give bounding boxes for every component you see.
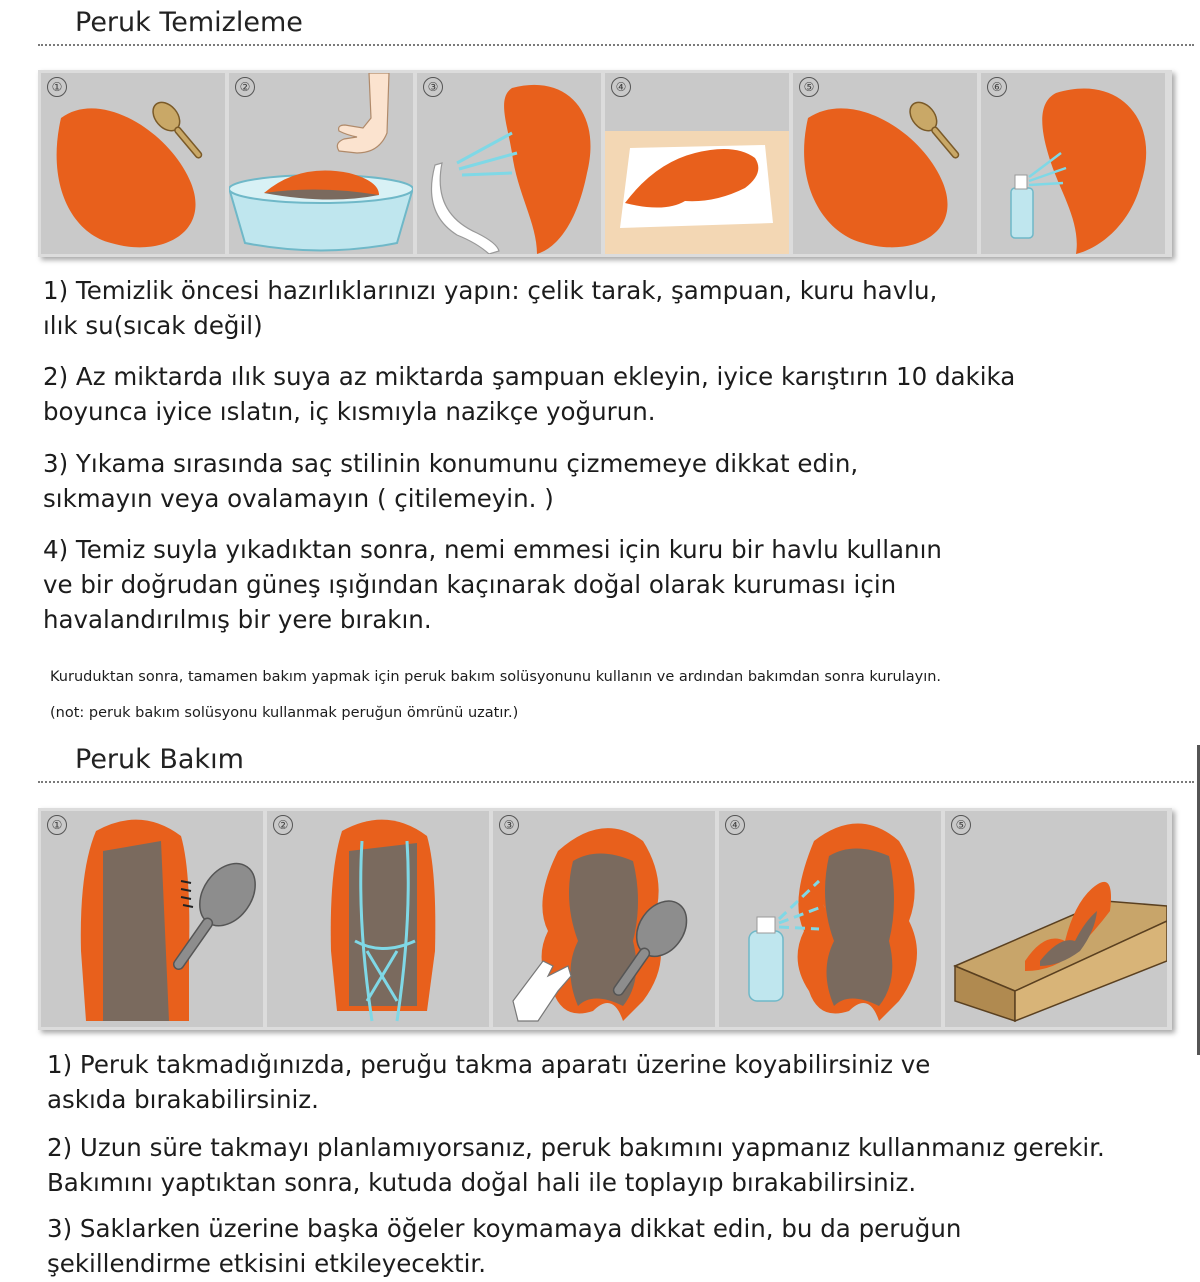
care-step-number-3: ③ [499,815,519,835]
cleaning-title: Peruk Temizleme [75,7,303,38]
care-step-number-2: ② [273,815,293,835]
care-title: Peruk Bakım [75,744,244,775]
cleaning-step-4-text: 4) Temiz suyla yıkadıktan sonra, nemi emmesi için kuru bir havlu kullanın ve bir doğrudan güneş ışığından kaçınarak doğal olarak kuruması için havalandırılmış bir yere bırakın. [43,535,942,634]
care-step-1-text: 1) Peruk takmadığınızda, peruğu takma aparatı üzerine koyabilirsiniz ve askıda bırakabilirsiniz. [47,1050,931,1114]
care-divider [38,781,1194,783]
care-illustration-strip [38,808,1172,1030]
care-step-2-illustration [267,811,489,1027]
care-step-2-text: 2) Uzun süre takmayı planlamıyorsanız, peruk bakımını yapmanız kullanmanız gerekir. Bakımını yaptıktan sonra, kutuda doğal hali ile toplayıp bırakabilirsiniz. [47,1133,1105,1197]
care-step-number-5: ⑤ [951,815,971,835]
cleaning-step-2-illustration [229,73,413,254]
step-number-4: ④ [611,77,631,97]
step-number-6: ⑥ [987,77,1007,97]
cleaning-step-1-text: 1) Temizlik öncesi hazırlıklarınızı yapın: çelik tarak, şampuan, kuru havlu, ılık su(sıcak değil) [43,276,938,340]
care-step-3-text: 3) Saklarken üzerine başka öğeler koymamaya dikkat edin, bu da peruğun şekillendirme etkisini etkileyecektir. [47,1214,962,1278]
cleaning-step-3-text: 3) Yıkama sırasında saç stilinin konumunu çizmemeye dikkat edin, sıkmayın veya ovalamayın ( çitilemeyin. ) [43,449,859,513]
cleaning-step-4-illustration [605,73,789,254]
care-step-number-1: ① [47,815,67,835]
cleaning-step-2-text: 2) Az miktarda ılık suya az miktarda şampuan ekleyin, iyice karıştırın 10 dakika boyunca iyice ıslatın, iç kısmıyla nazikçe yoğurun. [43,362,1016,426]
care-step-4-illustration [719,811,941,1027]
cleaning-illustration-strip [38,70,1172,257]
step-number-5: ⑤ [799,77,819,97]
cleaning-note-2: (not: peruk bakım solüsyonu kullanmak peruğun ömrünü uzatır.) [50,705,519,721]
step-number-2: ② [235,77,255,97]
care-step-5-illustration [945,811,1167,1027]
care-step-1-illustration [41,811,263,1027]
cleaning-note-1: Kuruduktan sonra, tamamen bakım yapmak için peruk bakım solüsyonunu kullanın ve ardından bakımdan sonra kurulayın. [50,669,942,685]
cleaning-step-6-illustration [981,73,1165,254]
step-number-1: ① [47,77,67,97]
step-number-3: ③ [423,77,443,97]
cleaning-step-1-illustration [41,73,225,254]
care-step-3-illustration [493,811,715,1027]
cleaning-step-3-illustration [417,73,601,254]
cleaning-step-5-illustration [793,73,977,254]
cleaning-divider [38,44,1194,46]
care-step-number-4: ④ [725,815,745,835]
